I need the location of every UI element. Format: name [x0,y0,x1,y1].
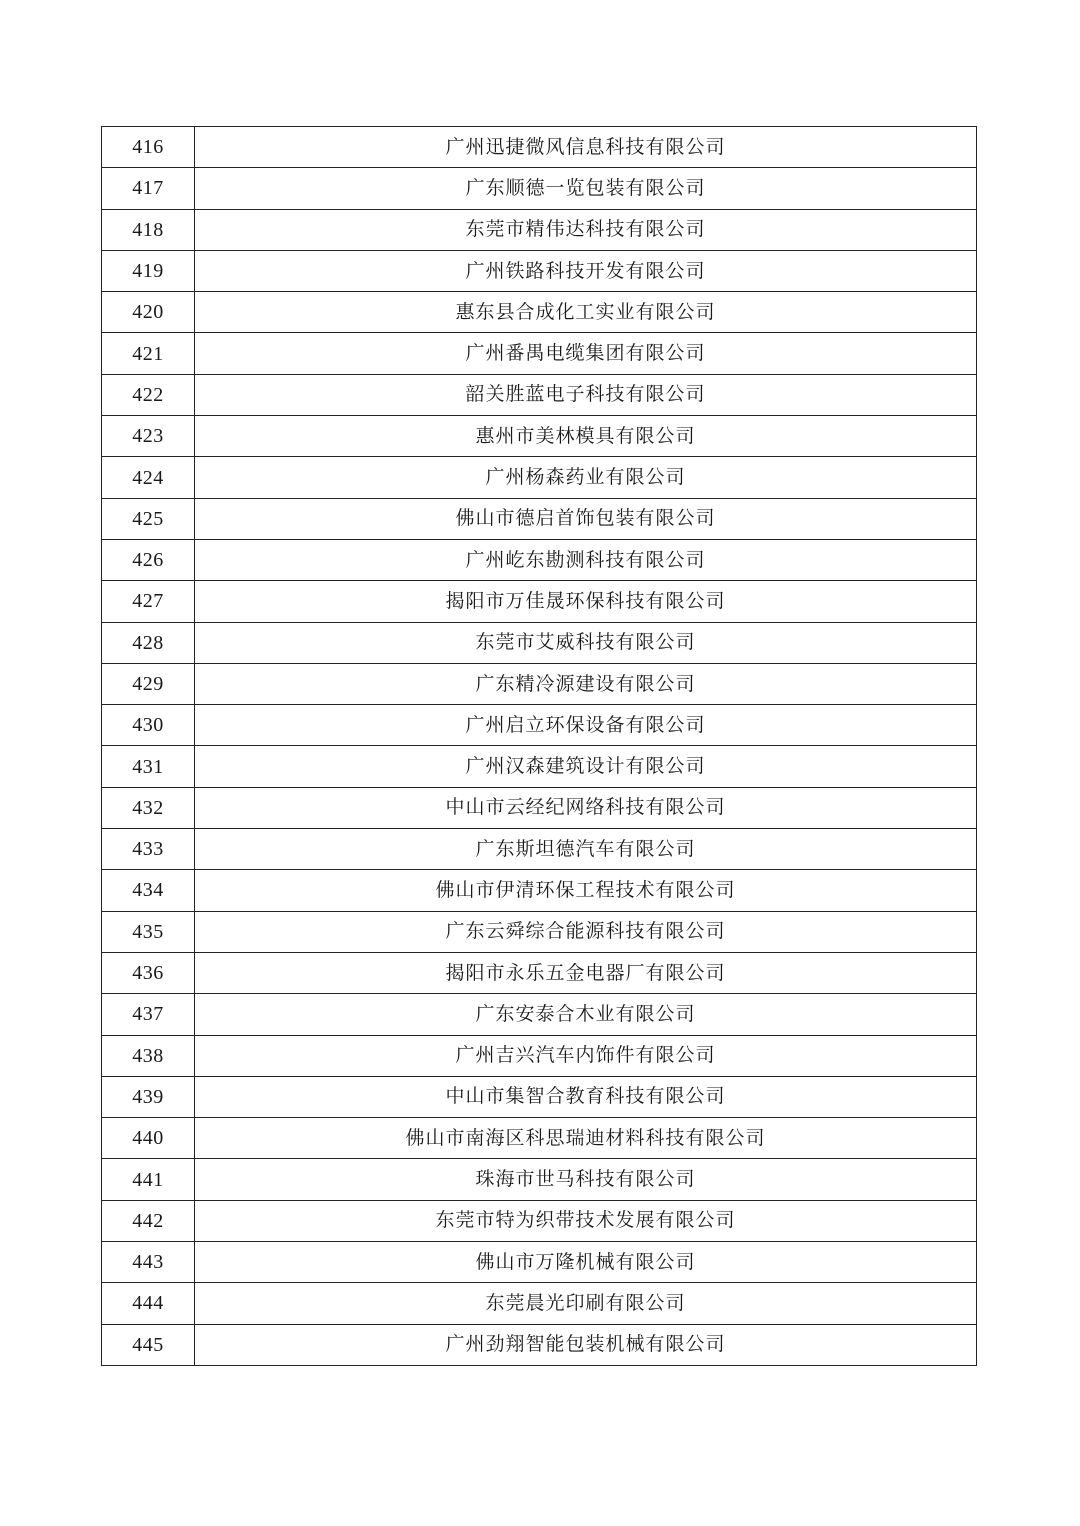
table-row [102,168,977,209]
company-name: 揭阳市万佳晟环保科技有限公司 [195,581,977,622]
company-name: 揭阳市永乐五金电器厂有限公司 [195,952,977,993]
company-name: 中山市云经纪网络科技有限公司 [195,787,977,828]
row-number: 423 [102,416,195,457]
table-row [102,333,977,374]
table-row [102,1159,977,1200]
company-name: 广东斯坦德汽车有限公司 [195,829,977,870]
table-row [102,498,977,539]
row-number: 417 [102,168,195,209]
table-row [102,581,977,622]
table-row [102,127,977,168]
row-number: 416 [102,127,195,168]
table-row [102,1076,977,1117]
table-row [102,374,977,415]
company-name: 中山市集智合教育科技有限公司 [195,1076,977,1117]
table-row [102,1283,977,1324]
row-number: 433 [102,829,195,870]
table-row [102,416,977,457]
row-number: 437 [102,994,195,1035]
table-row [102,1035,977,1076]
company-name: 广州屹东勘测科技有限公司 [195,539,977,580]
row-number: 431 [102,746,195,787]
company-name: 广州吉兴汽车内饰件有限公司 [195,1035,977,1076]
row-number: 430 [102,705,195,746]
company-name: 佛山市伊清环保工程技术有限公司 [195,870,977,911]
table-row [102,250,977,291]
row-number: 428 [102,622,195,663]
row-number: 427 [102,581,195,622]
table-row [102,457,977,498]
company-name: 广州劲翔智能包装机械有限公司 [195,1324,977,1365]
table-row [102,746,977,787]
row-number: 442 [102,1200,195,1241]
company-name: 广东云舜综合能源科技有限公司 [195,911,977,952]
table-row [102,994,977,1035]
row-number: 419 [102,250,195,291]
company-name: 广东精冷源建设有限公司 [195,663,977,704]
table-row [102,829,977,870]
row-number: 436 [102,952,195,993]
row-number: 422 [102,374,195,415]
company-name: 广州迅捷微风信息科技有限公司 [195,127,977,168]
table-row [102,787,977,828]
company-name: 惠东县合成化工实业有限公司 [195,292,977,333]
row-number: 434 [102,870,195,911]
company-name: 广州杨森药业有限公司 [195,457,977,498]
table-row [102,539,977,580]
row-number: 444 [102,1283,195,1324]
company-name: 东莞晨光印刷有限公司 [195,1283,977,1324]
company-list-table [101,126,977,1366]
row-number: 435 [102,911,195,952]
row-number: 443 [102,1242,195,1283]
row-number: 438 [102,1035,195,1076]
company-name: 珠海市世马科技有限公司 [195,1159,977,1200]
company-name: 广州番禺电缆集团有限公司 [195,333,977,374]
table-row [102,622,977,663]
row-number: 420 [102,292,195,333]
company-name: 广州铁路科技开发有限公司 [195,250,977,291]
row-number: 439 [102,1076,195,1117]
company-name: 广东顺德一览包装有限公司 [195,168,977,209]
table-body [102,127,977,1366]
table-row [102,952,977,993]
company-name: 佛山市南海区科思瑞迪材料科技有限公司 [195,1118,977,1159]
row-number: 441 [102,1159,195,1200]
table-row [102,911,977,952]
row-number: 429 [102,663,195,704]
table-row [102,870,977,911]
company-name: 东莞市特为织带技术发展有限公司 [195,1200,977,1241]
table-row [102,705,977,746]
company-name: 韶关胜蓝电子科技有限公司 [195,374,977,415]
row-number: 425 [102,498,195,539]
table-row [102,663,977,704]
company-name: 惠州市美林模具有限公司 [195,416,977,457]
table-row [102,1242,977,1283]
row-number: 421 [102,333,195,374]
row-number: 426 [102,539,195,580]
company-name: 佛山市德启首饰包装有限公司 [195,498,977,539]
table-row [102,1200,977,1241]
company-name: 东莞市精伟达科技有限公司 [195,209,977,250]
table-row [102,1324,977,1365]
row-number: 440 [102,1118,195,1159]
company-name: 广州汉森建筑设计有限公司 [195,746,977,787]
row-number: 418 [102,209,195,250]
table-row [102,292,977,333]
table-row [102,209,977,250]
row-number: 424 [102,457,195,498]
company-name: 广东安泰合木业有限公司 [195,994,977,1035]
company-name: 广州启立环保设备有限公司 [195,705,977,746]
company-name: 东莞市艾威科技有限公司 [195,622,977,663]
table-row [102,1118,977,1159]
company-name: 佛山市万隆机械有限公司 [195,1242,977,1283]
row-number: 445 [102,1324,195,1365]
row-number: 432 [102,787,195,828]
